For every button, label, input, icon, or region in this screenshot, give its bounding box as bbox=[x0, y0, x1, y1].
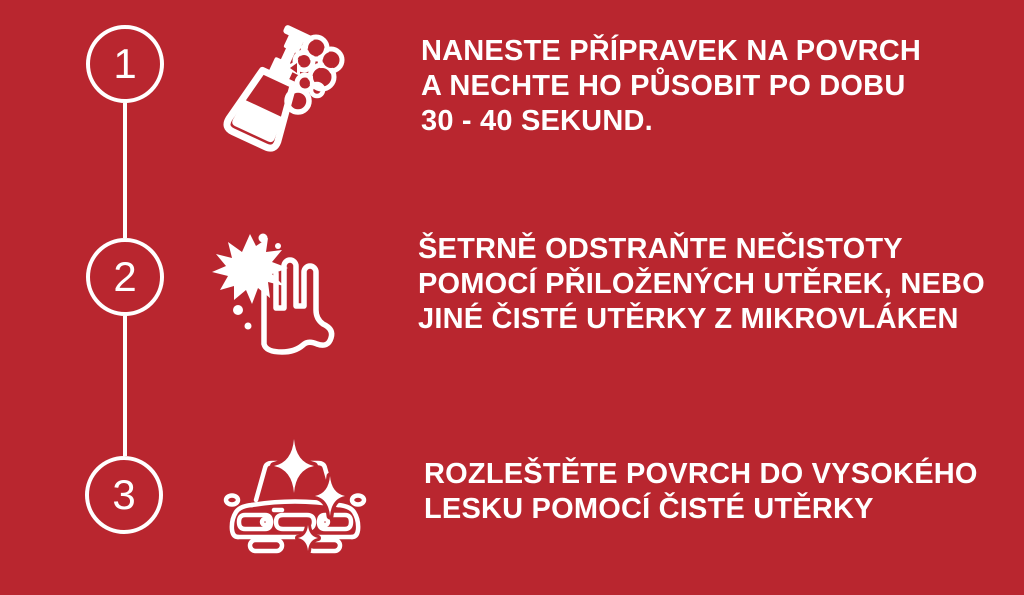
sparkle-icon bbox=[274, 439, 345, 551]
step-marker-2 bbox=[86, 238, 164, 316]
step-text-line: POMOCÍ PŘILOŽENÝCH UTĚREK, NEBO bbox=[418, 268, 985, 300]
timeline-connector bbox=[123, 103, 127, 238]
step-text-line: LESKU POMOCÍ ČISTÉ UTĚRKY bbox=[424, 493, 874, 525]
timeline-connector bbox=[123, 316, 127, 456]
step-text-line: ŠETRNĚ ODSTRAŇTE NEČISTOTY bbox=[418, 233, 903, 265]
shiny-car-icon bbox=[222, 438, 372, 560]
step-number: 3 bbox=[112, 471, 136, 518]
step-text-line: ROZLEŠTĚTE POVRCH DO VYSOKÉHO bbox=[424, 458, 978, 490]
step-text-line: A NECHTE HO PŮSOBIT PO DOBU bbox=[421, 70, 906, 102]
step-2-text bbox=[418, 232, 985, 337]
spray-bottle-icon bbox=[210, 22, 355, 154]
step-text-line: JINÉ ČISTÉ UTĚRKY Z MIKROVLÁKEN bbox=[418, 303, 959, 335]
step-marker-3 bbox=[85, 456, 163, 534]
step-3-text bbox=[424, 457, 978, 527]
wipe-splat-hand-icon bbox=[206, 226, 346, 358]
step-1-text bbox=[421, 34, 921, 139]
step-text-line: 30 - 40 SEKUND. bbox=[421, 105, 653, 137]
step-number: 2 bbox=[113, 253, 137, 300]
step-text-line: NANESTE PŘÍPRAVEK NA POVRCH bbox=[421, 35, 922, 67]
step-number: 1 bbox=[113, 40, 137, 87]
step-marker-1 bbox=[86, 25, 164, 103]
